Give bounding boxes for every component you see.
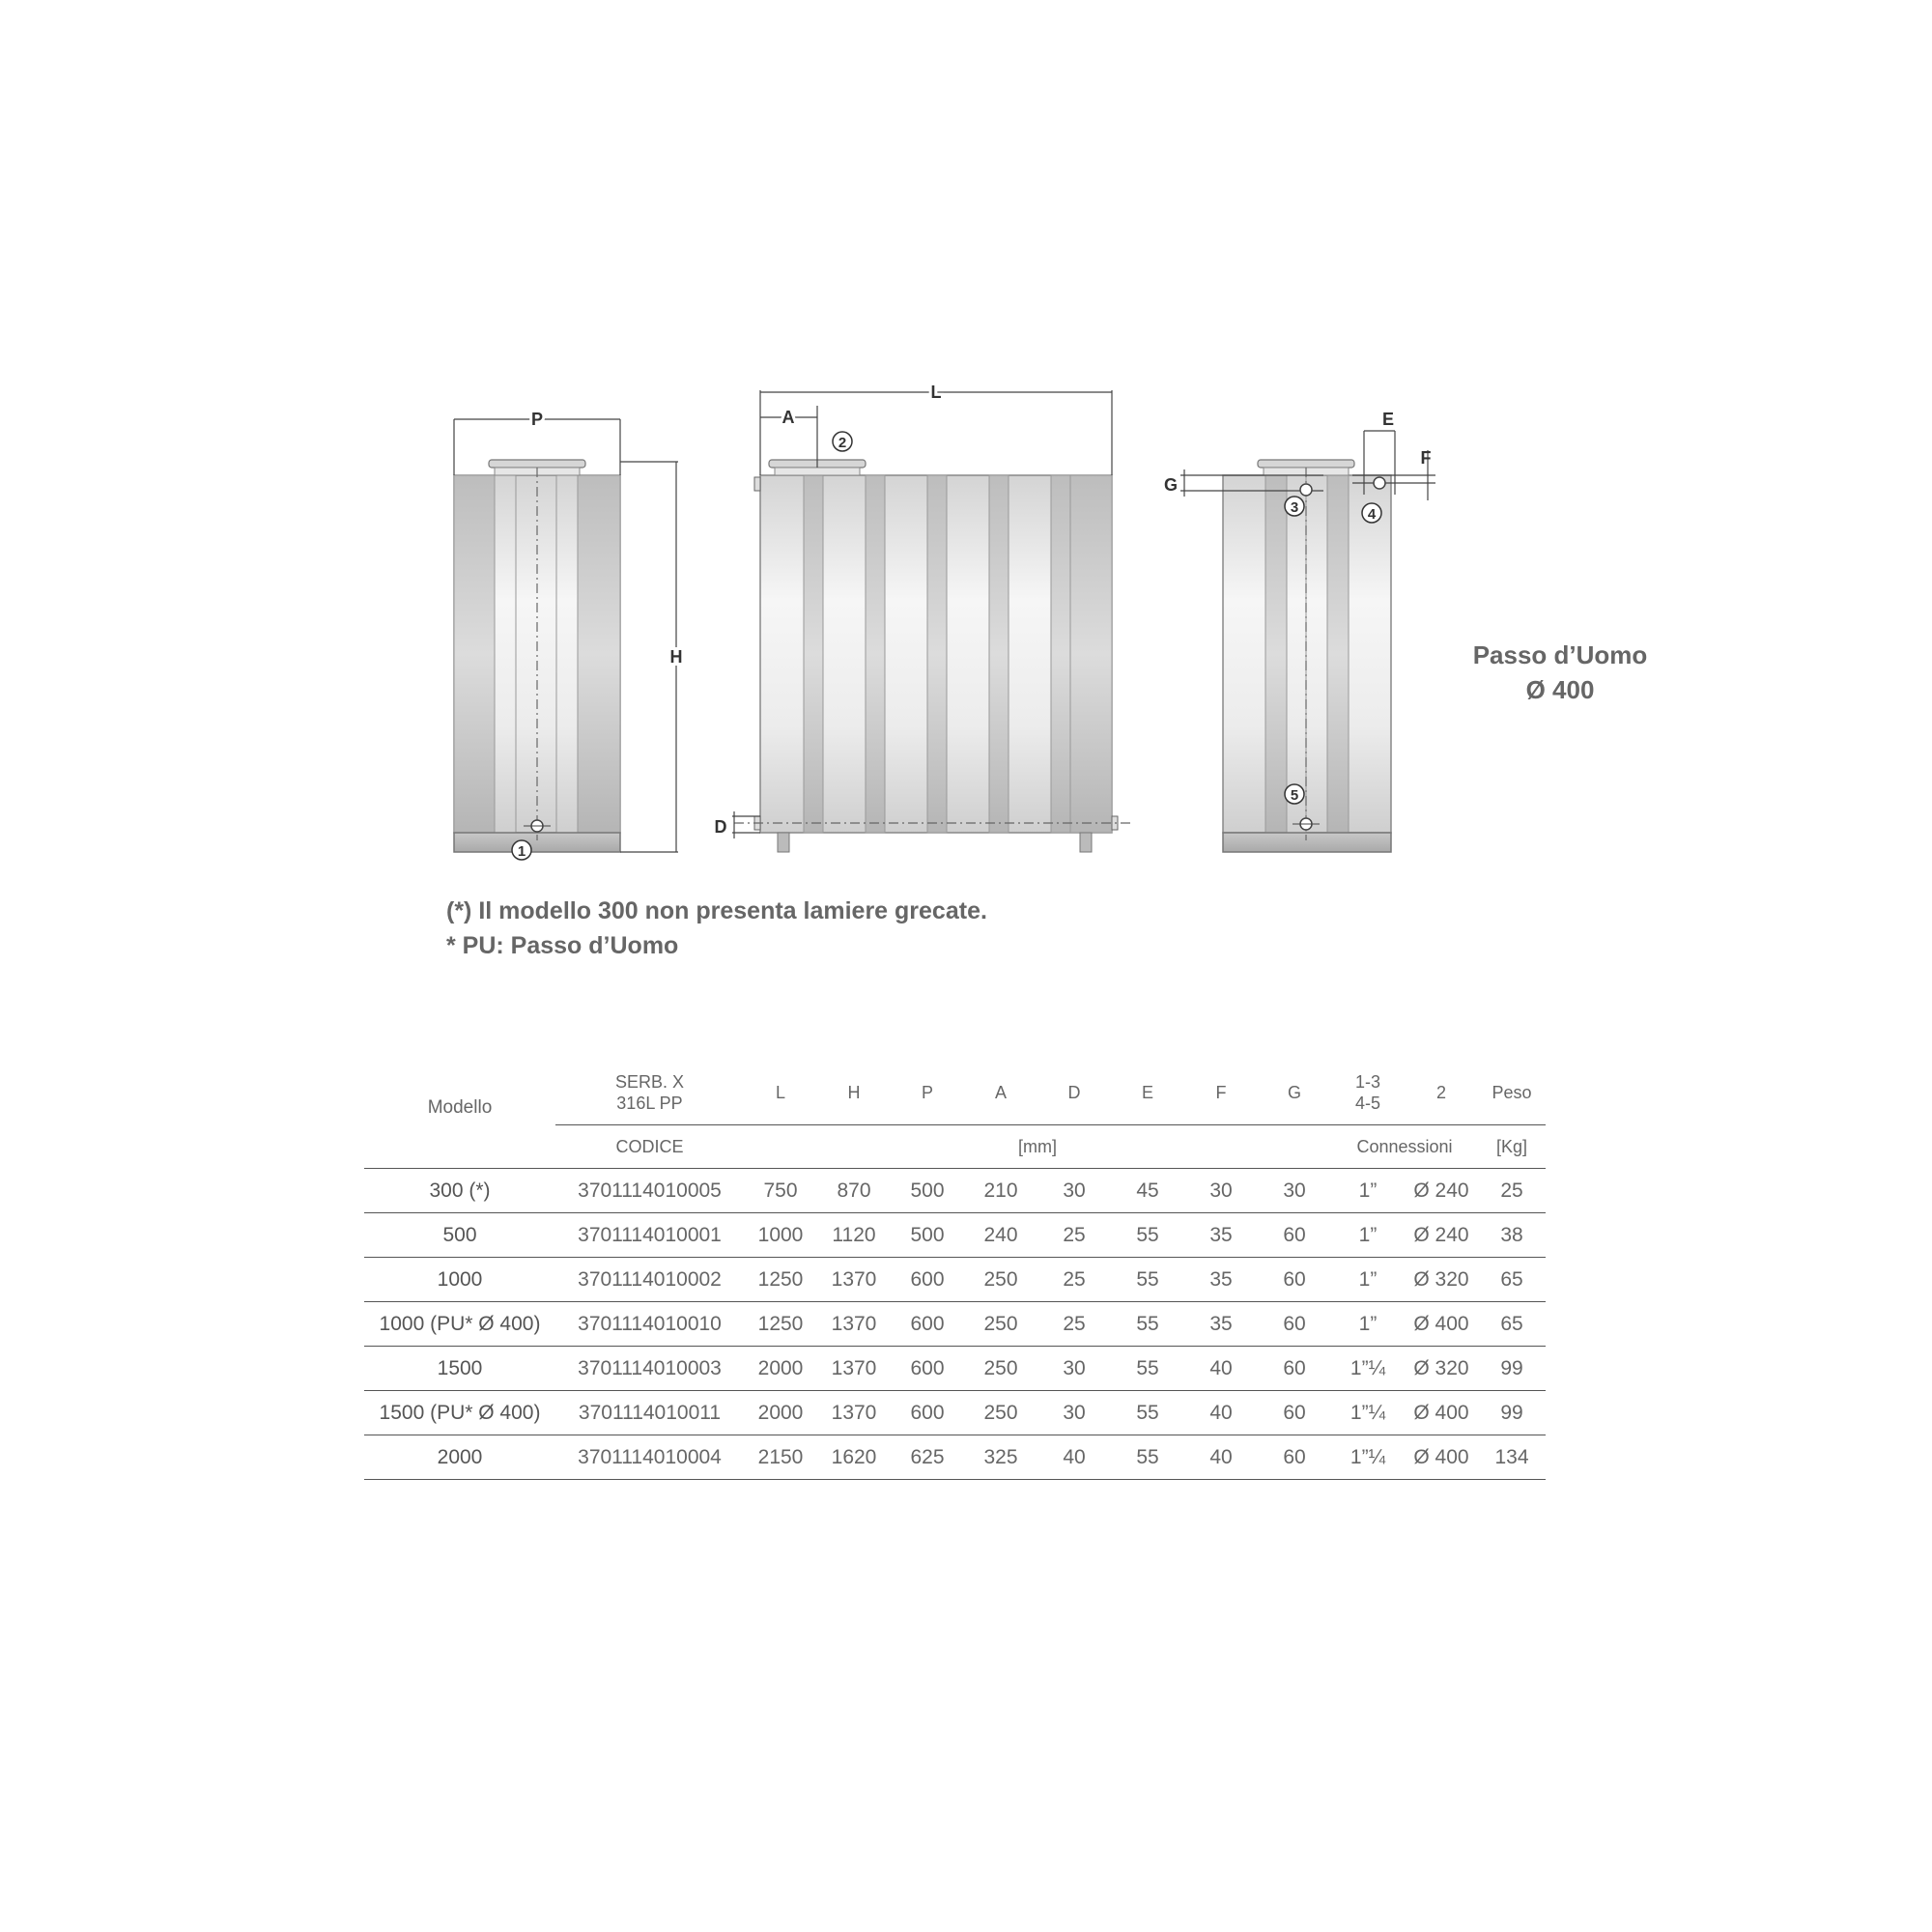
- connection-5-label: 5: [1290, 787, 1299, 804]
- header-e: E: [1141, 1083, 1153, 1102]
- cell-h: 1120: [817, 1213, 891, 1258]
- connection-3-label: 3: [1290, 499, 1299, 516]
- cell-peso: 134: [1478, 1435, 1546, 1480]
- dimension-p: P: [530, 410, 544, 429]
- cell-conn-2: Ø 400: [1405, 1302, 1478, 1347]
- cell-a: 250: [964, 1258, 1037, 1302]
- cell-conn-1-3: 1”¼: [1331, 1347, 1405, 1391]
- cell-d: 25: [1037, 1302, 1111, 1347]
- cell-peso: 65: [1478, 1258, 1546, 1302]
- cell-e: 45: [1111, 1169, 1184, 1213]
- cell-conn-2: Ø 240: [1405, 1213, 1478, 1258]
- cell-d: 25: [1037, 1258, 1111, 1302]
- cell-h: 1620: [817, 1435, 891, 1480]
- cell-e: 55: [1111, 1391, 1184, 1435]
- cell-h: 1370: [817, 1391, 891, 1435]
- cell-conn-1-3: 1”: [1331, 1302, 1405, 1347]
- cell-g: 60: [1258, 1302, 1331, 1347]
- table-row: [364, 1347, 1546, 1391]
- cell-l: 2150: [744, 1435, 817, 1480]
- header-f: F: [1215, 1083, 1227, 1102]
- cell-l: 2000: [744, 1391, 817, 1435]
- cell-d: 40: [1037, 1435, 1111, 1480]
- cell-g: 30: [1258, 1169, 1331, 1213]
- cell-model: 500: [364, 1213, 555, 1258]
- cell-a: 325: [964, 1435, 1037, 1480]
- cell-a: 250: [964, 1302, 1037, 1347]
- dimension-f: F: [1420, 448, 1432, 468]
- cell-f: 40: [1184, 1435, 1258, 1480]
- header-conn-2: 2: [1435, 1083, 1446, 1102]
- cell-l: 750: [744, 1169, 817, 1213]
- cell-conn-2: Ø 400: [1405, 1391, 1478, 1435]
- side-view: [454, 410, 683, 860]
- header-conn-line1: 1-3: [1354, 1072, 1380, 1092]
- cell-conn-1-3: 1”¼: [1331, 1391, 1405, 1435]
- cell-code: 3701114010003: [555, 1347, 744, 1391]
- cell-model: 1500 (PU* Ø 400): [364, 1391, 555, 1435]
- cell-d: 30: [1037, 1391, 1111, 1435]
- table-row: [364, 1302, 1546, 1347]
- cell-h: 870: [817, 1169, 891, 1213]
- header-conn-line2: 4-5: [1354, 1094, 1380, 1113]
- cell-h: 1370: [817, 1302, 891, 1347]
- cell-g: 60: [1258, 1347, 1331, 1391]
- dimension-d: D: [714, 817, 727, 837]
- table-row: [364, 1213, 1546, 1258]
- header-serb-line1: SERB. X: [614, 1072, 685, 1092]
- cell-e: 55: [1111, 1435, 1184, 1480]
- cell-l: 2000: [744, 1347, 817, 1391]
- spec-table-body: [364, 1169, 1546, 1480]
- dimension-h: H: [669, 647, 683, 667]
- cell-model: 1000 (PU* Ø 400): [364, 1302, 555, 1347]
- cell-p: 500: [891, 1213, 964, 1258]
- header-g: G: [1287, 1083, 1301, 1102]
- header-a: A: [994, 1083, 1007, 1102]
- cell-a: 250: [964, 1347, 1037, 1391]
- cell-h: 1370: [817, 1258, 891, 1302]
- drawing-notes: [446, 894, 987, 963]
- note-pu: * PU: Passo d’Uomo: [446, 932, 679, 959]
- connection-4-label: 4: [1367, 506, 1377, 523]
- dimension-g: G: [1163, 475, 1179, 495]
- cell-conn-1-3: 1”: [1331, 1258, 1405, 1302]
- cell-e: 55: [1111, 1347, 1184, 1391]
- table-row: [364, 1258, 1546, 1302]
- cell-peso: 38: [1478, 1213, 1546, 1258]
- cell-p: 600: [891, 1302, 964, 1347]
- subheader-kg: [Kg]: [1478, 1125, 1546, 1169]
- cell-conn-2: Ø 320: [1405, 1347, 1478, 1391]
- cell-a: 210: [964, 1169, 1037, 1213]
- cell-conn-1-3: 1”¼: [1331, 1435, 1405, 1480]
- cell-code: 3701114010001: [555, 1213, 744, 1258]
- cell-l: 1250: [744, 1258, 817, 1302]
- subheader-codice: CODICE: [555, 1125, 744, 1169]
- cell-l: 1250: [744, 1302, 817, 1347]
- manhole-note-diameter: Ø 400: [1525, 675, 1595, 704]
- header-l: L: [775, 1083, 785, 1102]
- header-conn-1-3: [1331, 1061, 1405, 1125]
- table-row: [364, 1169, 1546, 1213]
- subheader-mm: [mm]: [744, 1125, 1331, 1169]
- subheader-connessioni: Connessioni: [1331, 1125, 1478, 1169]
- dimension-e: E: [1381, 410, 1395, 429]
- cell-d: 30: [1037, 1169, 1111, 1213]
- spec-table: [364, 1061, 1546, 1480]
- cell-f: 35: [1184, 1258, 1258, 1302]
- dimension-l: L: [930, 383, 942, 402]
- end-view: [1164, 410, 1435, 852]
- cell-a: 250: [964, 1391, 1037, 1435]
- cell-l: 1000: [744, 1213, 817, 1258]
- cell-a: 240: [964, 1213, 1037, 1258]
- cell-code: 3701114010011: [555, 1391, 744, 1435]
- cell-model: 1500: [364, 1347, 555, 1391]
- cell-peso: 99: [1478, 1347, 1546, 1391]
- cell-e: 55: [1111, 1258, 1184, 1302]
- header-peso: Peso: [1492, 1083, 1532, 1102]
- cell-model: 2000: [364, 1435, 555, 1480]
- header-modello: Modello: [427, 1097, 493, 1118]
- cell-p: 500: [891, 1169, 964, 1213]
- dimension-a: A: [781, 408, 795, 427]
- connection-1-label: 1: [517, 843, 526, 860]
- cell-g: 60: [1258, 1213, 1331, 1258]
- cell-f: 40: [1184, 1391, 1258, 1435]
- note-model-300: (*) Il modello 300 non presenta lamiere grecate.: [446, 897, 987, 924]
- cell-peso: 99: [1478, 1391, 1546, 1435]
- cell-f: 30: [1184, 1169, 1258, 1213]
- header-serb: [555, 1061, 744, 1125]
- cell-d: 25: [1037, 1213, 1111, 1258]
- cell-e: 55: [1111, 1213, 1184, 1258]
- cell-p: 600: [891, 1347, 964, 1391]
- table-row: [364, 1391, 1546, 1435]
- cell-g: 60: [1258, 1435, 1331, 1480]
- cell-p: 625: [891, 1435, 964, 1480]
- header-d: D: [1067, 1083, 1081, 1102]
- manhole-note: [1449, 638, 1671, 707]
- cell-f: 40: [1184, 1347, 1258, 1391]
- cell-p: 600: [891, 1258, 964, 1302]
- cell-f: 35: [1184, 1213, 1258, 1258]
- header-h: H: [847, 1083, 861, 1102]
- cell-conn-2: Ø 320: [1405, 1258, 1478, 1302]
- cell-conn-1-3: 1”: [1331, 1213, 1405, 1258]
- cell-code: 3701114010005: [555, 1169, 744, 1213]
- connection-2-label: 2: [838, 435, 847, 451]
- cell-h: 1370: [817, 1347, 891, 1391]
- cell-peso: 25: [1478, 1169, 1546, 1213]
- cell-d: 30: [1037, 1347, 1111, 1391]
- cell-conn-1-3: 1”: [1331, 1169, 1405, 1213]
- cell-code: 3701114010002: [555, 1258, 744, 1302]
- cell-code: 3701114010010: [555, 1302, 744, 1347]
- manhole-note-title: Passo d’Uomo: [1472, 640, 1648, 669]
- cell-f: 35: [1184, 1302, 1258, 1347]
- cell-model: 1000: [364, 1258, 555, 1302]
- cell-model: 300 (*): [364, 1169, 555, 1213]
- cell-conn-2: Ø 240: [1405, 1169, 1478, 1213]
- cell-code: 3701114010004: [555, 1435, 744, 1480]
- header-serb-line2: 316L PP: [616, 1094, 683, 1113]
- cell-g: 60: [1258, 1391, 1331, 1435]
- cell-e: 55: [1111, 1302, 1184, 1347]
- cell-conn-2: Ø 400: [1405, 1435, 1478, 1480]
- cell-peso: 65: [1478, 1302, 1546, 1347]
- header-p: P: [921, 1083, 933, 1102]
- cell-g: 60: [1258, 1258, 1331, 1302]
- table-row: [364, 1435, 1546, 1480]
- front-view: [715, 383, 1131, 852]
- cell-p: 600: [891, 1391, 964, 1435]
